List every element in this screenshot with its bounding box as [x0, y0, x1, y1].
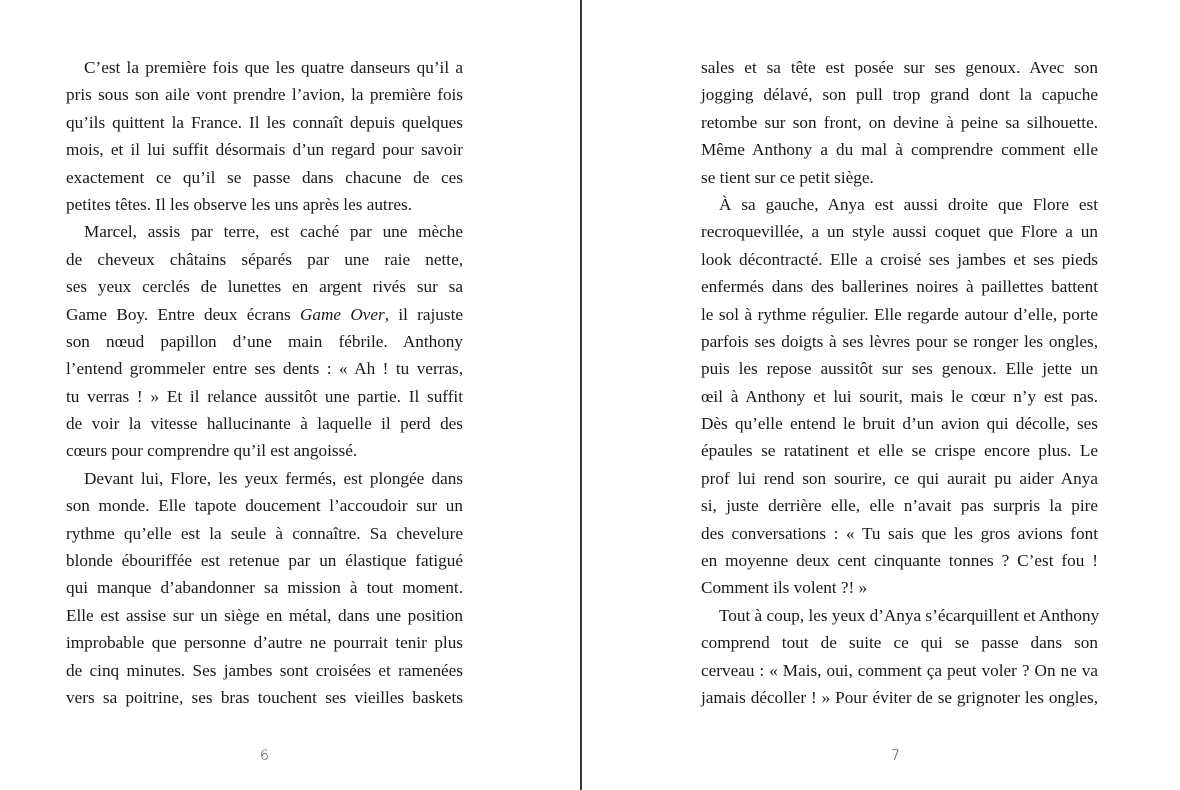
- paragraph: [701, 602, 1098, 712]
- text-line: mois, et il lui suffit désormais d’un regard pour savoir: [66, 140, 463, 160]
- text-line: Dès qu’elle entend le bruit d’un avion qui décolle, ses: [701, 414, 1098, 434]
- text-line: Tout à coup, les yeux d’Anya s’écarquillent et Anthony: [719, 605, 1100, 625]
- text-line: recroquevillée, a un style aussi coquet que Flore a un: [701, 222, 1098, 242]
- text-line: sales et sa tête est posée sur ses genoux. Avec son: [701, 58, 1098, 77]
- text-line: vers sa poitrine, ses bras touchent ses vieilles baskets: [66, 687, 463, 707]
- text-line: blonde ébouriffée est retenue par un élastique fatigué: [66, 551, 463, 571]
- text-line: son monde. Elle tapote doucement l’accoudoir sur un: [66, 496, 463, 516]
- text-line: son nœud papillon d’une main fébrile. Anthony: [66, 331, 463, 351]
- book-gutter-divider: [580, 0, 582, 790]
- text-line: tu verras ! » Et il relance aussitôt une partie. Il suffit: [66, 386, 463, 406]
- text-line: de voir la vitesse hallucinante à laquelle il perd des: [66, 414, 463, 434]
- text-line: qui manque d’abandonner sa mission à tout moment.: [66, 578, 463, 598]
- text-line: pris sous son aile vont prendre l’avion, la première fois: [66, 85, 463, 105]
- left-page: [0, 0, 580, 790]
- text-line: À sa gauche, Anya est aussi droite que Flore est: [719, 194, 1098, 214]
- paragraph: [701, 191, 1098, 602]
- text-line: le sol à rythme régulier. Elle regarde autour d’elle, porte: [701, 304, 1098, 324]
- text-line: ses yeux cerclés de lunettes en argent rivés sur sa: [66, 277, 463, 297]
- text-line: improbable que personne d’autre ne pourrait tenir plus: [66, 633, 463, 653]
- text-line: si, juste derrière elle, elle n’avait pas surpris la pire: [701, 496, 1098, 516]
- text-line: l’entend grommeler entre ses dents : « Ah ! tu verras,: [66, 359, 463, 379]
- text-line: épaules se ratatinent et elle se crispe encore plus. Le: [701, 441, 1098, 461]
- text-line: parfois ses doigts à ses lèvres pour se ronger les ongles,: [701, 331, 1098, 351]
- paragraph: [66, 465, 463, 712]
- text-line: petites têtes. Il les observe les uns après les autres.: [66, 194, 413, 214]
- text-line: de cheveux châtains séparés par une raie nette,: [66, 249, 463, 269]
- text-line: rythme qu’elle est la seule à connaître. Sa chevelure: [66, 523, 463, 543]
- text-line: Game Boy. Entre deux écrans Game Over, il rajuste: [66, 304, 463, 324]
- left-page-number: 6: [260, 748, 269, 764]
- text-line: se tient sur ce petit siège.: [701, 167, 874, 187]
- text-line: jamais décoller ! » Pour éviter de se grignoter les ongles,: [701, 687, 1098, 707]
- text-line: cœurs pour comprendre qu’il est angoissé.: [66, 441, 358, 461]
- text-line: jogging délavé, son pull trop grand dont la capuche: [701, 85, 1098, 105]
- text-line: exactement ce qu’il se passe dans chacune de ces: [66, 167, 463, 187]
- text-line: look décontracté. Elle a croisé ses jambes et ses pieds: [701, 249, 1098, 269]
- text-line: des conversations : « Tu sais que les gros avions font: [701, 523, 1098, 543]
- text-line: prof lui rend son sourire, ce qui aurait pu aider Anya: [701, 468, 1098, 488]
- text-line: Comment ils volent ?! »: [701, 578, 868, 598]
- paragraph: [66, 218, 463, 465]
- text-line: cerveau : « Mais, oui, comment ça peut voler ? On ne va: [701, 660, 1098, 680]
- text-line: en moyenne deux cent cinquante tonnes ? C’est fou !: [701, 551, 1098, 571]
- right-page-number: 7: [891, 748, 900, 764]
- right-page-body: [701, 54, 1098, 711]
- text-line: qu’ils quittent la France. Il les connaît depuis quelques: [66, 112, 463, 132]
- text-line: comprend tout de suite ce qui se passe dans son: [701, 633, 1098, 653]
- paragraph: [701, 54, 1098, 191]
- right-page: [583, 0, 1180, 790]
- left-page-body: [66, 54, 463, 711]
- text-line: puis les repose aussitôt sur ses genoux. Elle jette un: [701, 359, 1098, 379]
- paragraph: [66, 54, 463, 218]
- text-line: Même Anthony a du mal à comprendre comment elle: [701, 140, 1098, 160]
- text-line: Marcel, assis par terre, est caché par une mèche: [84, 222, 463, 242]
- text-line: de cinq minutes. Ses jambes sont croisées et ramenées: [66, 660, 463, 680]
- text-line: enfermés dans des ballerines noires à paillettes battent: [701, 277, 1098, 297]
- text-line: Devant lui, Flore, les yeux fermés, est plongée dans: [84, 468, 463, 488]
- text-line: C’est la première fois que les quatre danseurs qu’il a: [84, 58, 463, 77]
- text-line: œil à Anthony et lui sourit, mais le cœur n’y est pas.: [701, 386, 1098, 406]
- text-line: Elle est assise sur un siège en métal, dans une position: [66, 605, 463, 625]
- italic-title: Game Over: [299, 304, 385, 324]
- text-line: retombe sur son front, on devine à peine sa silhouette.: [701, 112, 1098, 132]
